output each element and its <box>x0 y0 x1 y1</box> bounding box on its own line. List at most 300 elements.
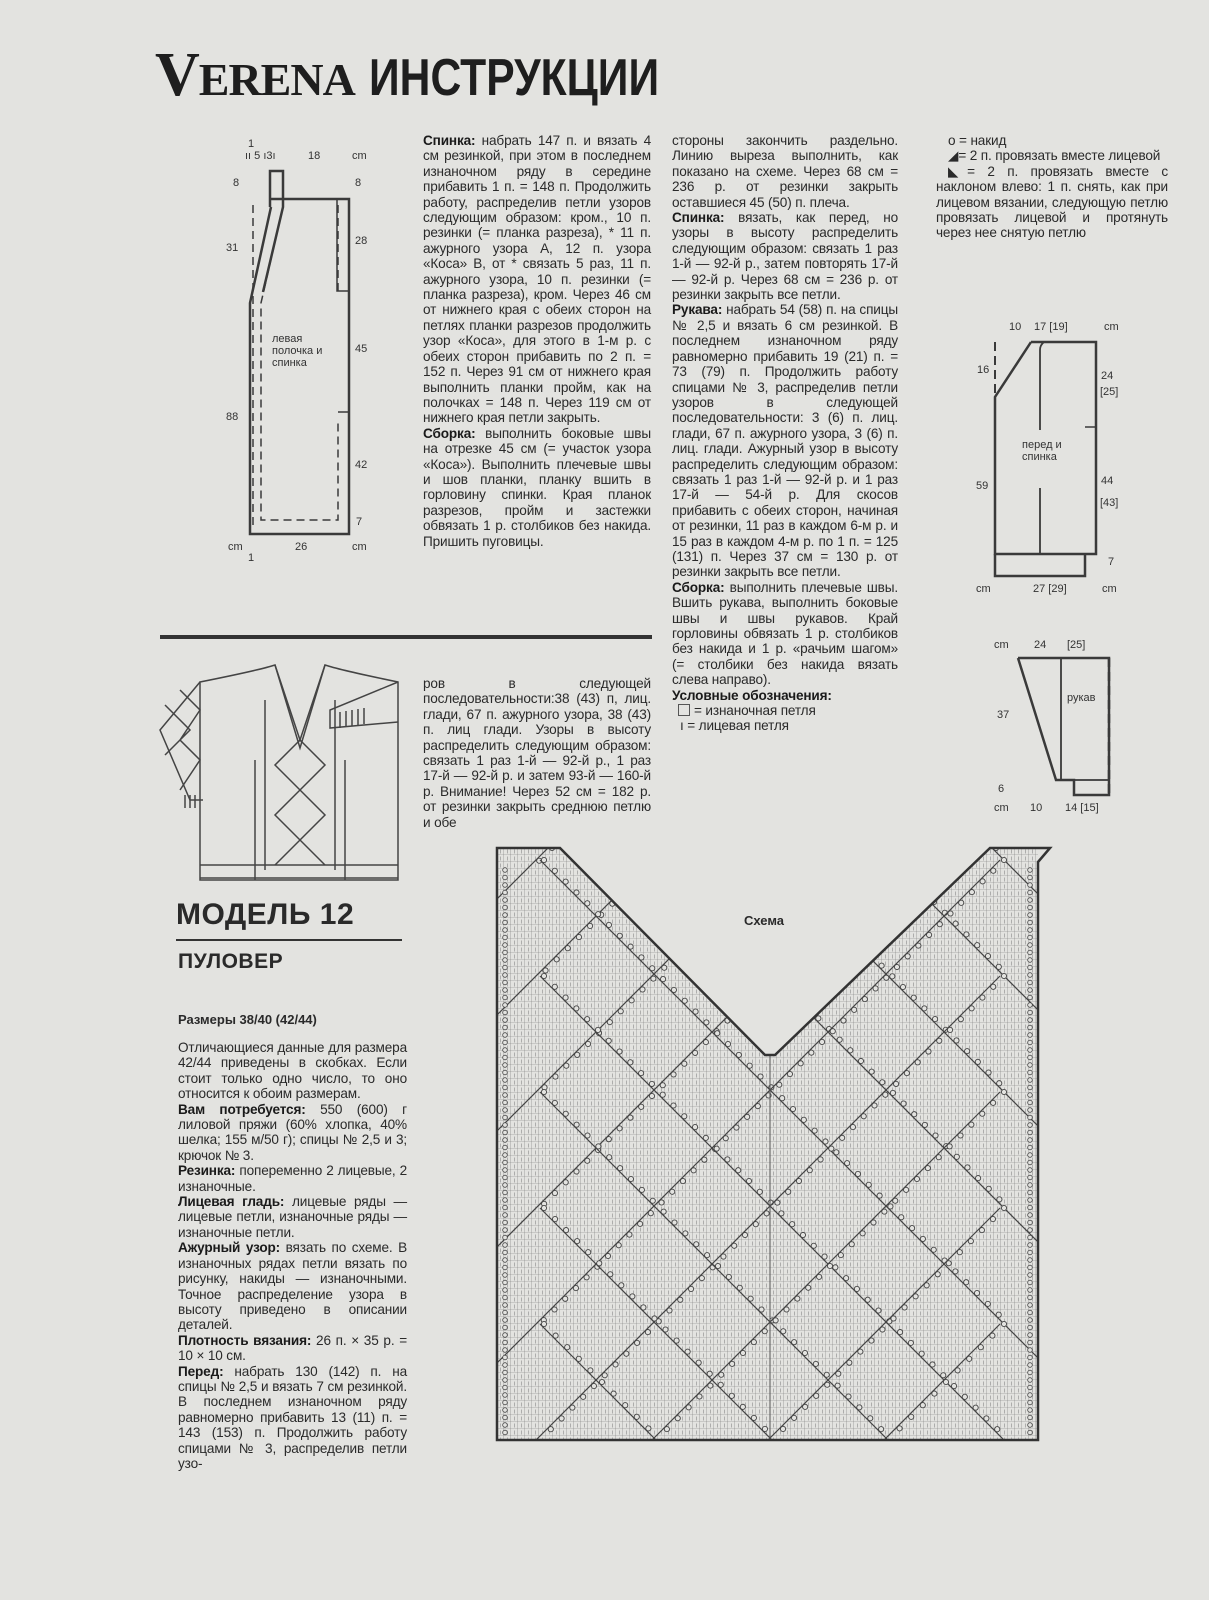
yarn-over-mark <box>991 1100 996 1105</box>
yarn-over-mark <box>553 1333 558 1338</box>
yarn-over-mark <box>651 976 656 981</box>
yarn-over-mark <box>565 946 570 951</box>
yarn-over-mark <box>649 1081 654 1086</box>
edge-yarn-over <box>503 1018 508 1023</box>
yarn-over-mark <box>985 953 990 958</box>
yarn-over-mark <box>894 964 899 969</box>
yarn-over-mark <box>910 878 915 883</box>
yarn-over-mark <box>979 1227 984 1232</box>
edge-yarn-over <box>503 1318 508 1323</box>
yarn-over-mark <box>849 1242 854 1247</box>
edge-yarn-over <box>1028 1213 1033 1218</box>
yarn-over-mark <box>707 1371 712 1376</box>
yarn-over-mark <box>585 1133 590 1138</box>
k2tog-icon: ◢ <box>948 148 959 164</box>
yarn-over-mark <box>552 1190 557 1195</box>
yarn-over-mark <box>682 1114 687 1119</box>
yarn-over-mark <box>909 1225 914 1230</box>
yarn-over-mark <box>559 1416 564 1421</box>
yarn-over-mark <box>893 1081 898 1086</box>
edge-yarn-over <box>1028 1003 1033 1008</box>
edge-yarn-over <box>1028 1175 1033 1180</box>
yarn-over-mark <box>800 942 805 947</box>
yarn-over-mark <box>617 1049 622 1054</box>
dim-label: 16 <box>977 364 990 376</box>
yarn-over-mark <box>975 1059 980 1064</box>
yarn-over-mark <box>725 1041 730 1046</box>
ssk-icon: ◣ <box>948 163 968 179</box>
yarn-over-mark <box>746 1178 751 1183</box>
yarn-over-mark <box>585 1158 590 1163</box>
edge-yarn-over <box>503 1123 508 1128</box>
edge-yarn-over <box>503 1055 508 1060</box>
dim-label: 44 <box>1101 475 1114 487</box>
dim-label: 37 <box>997 709 1010 721</box>
yarn-over-mark <box>607 1155 612 1160</box>
dim-label: 7 <box>356 516 363 528</box>
yarn-over-mark <box>752 952 757 957</box>
edge-yarn-over <box>1028 1153 1033 1158</box>
yarn-over-mark <box>955 1368 960 1373</box>
yarn-over-mark <box>840 1135 845 1140</box>
yarn-over-mark <box>844 1276 849 1281</box>
yarn-over-mark <box>812 1128 817 1133</box>
yarn-over-mark <box>879 963 884 968</box>
yarn-over-mark <box>740 1404 745 1409</box>
yarn-over-mark <box>660 1083 665 1088</box>
yarn-over-mark <box>731 931 736 936</box>
yarn-over-mark <box>787 1071 792 1076</box>
yarn-over-mark <box>877 845 882 850</box>
yarn-over-mark <box>758 1074 763 1079</box>
yarn-over-mark <box>965 1049 970 1054</box>
edge-yarn-over <box>1028 1363 1033 1368</box>
yarn-over-mark <box>969 1122 974 1127</box>
yarn-over-mark <box>606 922 611 927</box>
dim-label: ıı 5 ı3ı <box>245 150 276 162</box>
yarn-over-mark <box>624 1351 629 1356</box>
edge-yarn-over <box>1028 1333 1033 1338</box>
yarn-over-mark <box>563 1180 568 1185</box>
edge-yarn-over <box>503 1100 508 1105</box>
dim-label: 7 <box>1108 556 1115 568</box>
edge-yarn-over <box>503 1228 508 1233</box>
edge-yarn-over <box>503 1198 508 1203</box>
yarn-over-mark <box>841 1018 846 1023</box>
yarn-over-mark <box>947 1144 952 1149</box>
yarn-over-mark <box>922 1122 927 1127</box>
yarn-over-mark <box>959 900 964 905</box>
yarn-over-mark <box>798 1061 803 1066</box>
yarn-over-mark <box>893 1198 898 1203</box>
edge-yarn-over <box>503 1355 508 1360</box>
yarn-over-mark <box>809 1050 814 1055</box>
edge-yarn-over <box>1028 988 1033 993</box>
yarn-over-mark <box>564 1063 569 1068</box>
yarn-over-mark <box>815 899 820 904</box>
yarn-over-mark <box>764 1211 769 1216</box>
yarn-over-mark <box>807 1168 812 1173</box>
yarn-over-mark <box>954 1038 959 1043</box>
yarn-over-mark <box>643 868 648 873</box>
yarn-over-mark <box>980 1111 985 1116</box>
dim-label: 42 <box>355 459 368 471</box>
edge-yarn-over <box>1028 1168 1033 1173</box>
edge-yarn-over <box>503 928 508 933</box>
yarn-over-mark <box>790 953 795 958</box>
yarn-over-mark <box>1001 1321 1006 1326</box>
yarn-over-mark <box>565 1345 570 1350</box>
yarn-over-mark <box>704 1020 709 1025</box>
brand-logo: VERENA <box>155 41 355 109</box>
yarn-over-mark <box>671 1103 676 1108</box>
edge-yarn-over <box>1028 973 1033 978</box>
edge-yarn-over <box>1028 1430 1033 1435</box>
yarn-over-mark <box>964 1280 969 1285</box>
yarn-over-mark <box>616 1243 621 1248</box>
yarn-over-mark <box>574 1169 579 1174</box>
yarn-over-mark <box>871 1220 876 1225</box>
yarn-over-mark <box>611 1391 616 1396</box>
yarn-over-mark <box>570 1405 575 1410</box>
yarn-over-mark <box>635 1340 640 1345</box>
unit-label: cm <box>1102 583 1117 595</box>
yarn-over-mark <box>920 1403 925 1408</box>
yarn-over-mark <box>606 1038 611 1043</box>
yarn-over-mark <box>802 1350 807 1355</box>
yarn-over-mark <box>737 1285 742 1290</box>
yarn-over-mark <box>716 911 721 916</box>
yarn-over-mark <box>985 1301 990 1306</box>
yarn-over-mark <box>904 1071 909 1076</box>
yarn-over-mark <box>541 1321 546 1326</box>
edge-yarn-over <box>503 1003 508 1008</box>
yarn-over-mark <box>796 1178 801 1183</box>
yarn-over-mark <box>957 1250 962 1255</box>
yarn-over-mark <box>845 1161 850 1166</box>
yarn-over-mark <box>757 1189 762 1194</box>
yarn-over-mark <box>747 1063 752 1068</box>
yarn-over-mark <box>762 1329 767 1334</box>
yarn-over-mark <box>973 1405 978 1410</box>
yarn-over-mark <box>730 1361 735 1366</box>
yarn-over-mark <box>779 964 784 969</box>
edge-yarn-over <box>503 1430 508 1435</box>
edge-yarn-over <box>503 898 508 903</box>
edge-yarn-over <box>503 1295 508 1300</box>
edge-yarn-over <box>1028 958 1033 963</box>
yarn-over-mark <box>791 1415 796 1420</box>
yarn-over-mark <box>627 1232 632 1237</box>
yarn-over-mark <box>693 1050 698 1055</box>
yarn-over-mark <box>742 1232 747 1237</box>
yarn-over-mark <box>768 1200 773 1205</box>
yarn-over-mark <box>574 890 579 895</box>
edge-yarn-over <box>503 1243 508 1248</box>
edge-yarn-over <box>1028 1258 1033 1263</box>
yarn-over-mark <box>649 1093 654 1098</box>
yarn-over-mark <box>990 1333 995 1338</box>
edge-yarn-over <box>503 1078 508 1083</box>
yarn-over-mark <box>749 878 754 883</box>
yarn-over-mark <box>834 1150 839 1155</box>
yarn-over-mark <box>986 1186 991 1191</box>
edge-yarn-over <box>503 1258 508 1263</box>
edge-yarn-over <box>1028 1355 1033 1360</box>
yarn-over-mark <box>1001 1089 1006 1094</box>
dim-label: 6 <box>998 783 1005 795</box>
yarn-over-mark <box>719 1372 724 1377</box>
yarn-over-mark <box>682 998 687 1003</box>
yarn-over-mark <box>862 997 867 1002</box>
yarn-over-mark <box>608 1272 613 1277</box>
yarn-over-mark <box>876 1308 881 1313</box>
dim-label: 10 <box>1009 321 1022 333</box>
yarn-over-mark <box>824 1372 829 1377</box>
yarn-over-mark <box>623 1403 628 1408</box>
yarn-over-mark <box>872 1103 877 1108</box>
edge-yarn-over <box>1028 1400 1033 1405</box>
yarn-over-mark <box>947 1027 952 1032</box>
yarn-over-mark <box>683 943 688 948</box>
edge-yarn-over <box>503 868 508 873</box>
yarn-over-mark <box>976 1176 981 1181</box>
yarn-over-mark <box>665 845 670 850</box>
yarn-over-mark <box>890 974 895 979</box>
yarn-over-mark <box>639 955 644 960</box>
edge-yarn-over <box>503 973 508 978</box>
yarn-over-mark <box>830 1029 835 1034</box>
yarn-over-mark <box>581 1394 586 1399</box>
yarn-over-mark <box>904 1187 909 1192</box>
yarn-over-mark <box>710 1265 715 1270</box>
yarn-over-mark <box>552 1216 557 1221</box>
edge-yarn-over <box>1028 1250 1033 1255</box>
yarn-over-mark <box>683 1231 688 1236</box>
dim-label: 18 <box>308 150 321 162</box>
edge-yarn-over <box>1028 1318 1033 1323</box>
edge-yarn-over <box>503 1333 508 1338</box>
dim-label: 59 <box>976 480 989 492</box>
yarn-over-mark <box>552 984 557 989</box>
yarn-over-mark <box>984 1416 989 1421</box>
yarn-over-mark <box>975 943 980 948</box>
yarn-over-mark <box>674 1338 679 1343</box>
yarn-over-mark <box>678 1297 683 1302</box>
yarn-over-mark <box>926 932 931 937</box>
yarn-over-mark <box>795 1296 800 1301</box>
yarn-over-mark <box>574 1006 579 1011</box>
dim-label: [25] <box>1100 386 1119 398</box>
yarn-over-mark <box>884 975 889 980</box>
edge-yarn-over <box>503 1348 508 1353</box>
yarn-over-mark <box>645 845 650 850</box>
edge-yarn-over <box>1028 1025 1033 1030</box>
edge-yarn-over <box>503 1280 508 1285</box>
yarn-over-mark <box>833 1265 838 1270</box>
yarn-over-mark <box>869 1069 874 1074</box>
yarn-over-mark <box>922 1006 927 1011</box>
edge-yarn-over <box>1028 1288 1033 1293</box>
edge-yarn-over <box>503 943 508 948</box>
edge-yarn-over <box>503 995 508 1000</box>
yarn-over-mark <box>958 1133 963 1138</box>
yarn-over-mark <box>715 1031 720 1036</box>
edge-yarn-over <box>1028 1160 1033 1165</box>
yarn-over-mark <box>790 1222 795 1227</box>
edge-yarn-over <box>503 1145 508 1150</box>
edge-yarn-over <box>1028 1190 1033 1195</box>
edge-yarn-over <box>503 1370 508 1375</box>
yarn-over-mark <box>860 1231 865 1236</box>
yarn-over-mark <box>591 1383 596 1388</box>
edge-yarn-over <box>503 1213 508 1218</box>
yarn-over-mark <box>686 1405 691 1410</box>
yarn-over-mark <box>753 1222 758 1227</box>
yarn-over-mark <box>702 1157 707 1162</box>
yarn-over-mark <box>865 1297 870 1302</box>
yarn-over-mark <box>920 1236 925 1241</box>
yarn-over-mark <box>552 1307 557 1312</box>
edge-yarn-over <box>1028 1378 1033 1383</box>
yarn-over-mark <box>846 1394 851 1399</box>
edge-yarn-over <box>503 1108 508 1113</box>
yarn-over-mark <box>736 1007 741 1012</box>
yarn-over-mark <box>946 1261 951 1266</box>
yarn-over-mark <box>967 1356 972 1361</box>
edge-yarn-over <box>503 1325 508 1330</box>
yarn-over-mark <box>850 1124 855 1129</box>
yarn-over-mark <box>675 1416 680 1421</box>
edge-yarn-over <box>503 1085 508 1090</box>
yarn-over-mark <box>638 1221 643 1226</box>
yarn-over-mark <box>936 1155 941 1160</box>
unit-label: cm <box>228 541 243 553</box>
yarn-over-mark <box>852 1007 857 1012</box>
yarn-over-mark <box>563 1296 568 1301</box>
yarn-over-mark <box>628 944 633 949</box>
edge-yarn-over <box>503 1235 508 1240</box>
yarn-over-mark <box>771 856 776 861</box>
yarn-over-mark <box>597 1261 602 1266</box>
yarn-over-mark <box>805 1005 810 1010</box>
yarn-over-mark <box>964 932 969 937</box>
yarn-over-mark <box>996 1312 1001 1317</box>
yarn-over-mark <box>935 1272 940 1277</box>
dim-label: 14 [15] <box>1065 802 1099 814</box>
yarn-over-mark <box>606 1137 611 1142</box>
yarn-over-mark <box>662 965 667 970</box>
yarn-over-mark <box>595 1027 600 1032</box>
edge-yarn-over <box>1028 1235 1033 1240</box>
edge-yarn-over <box>503 1160 508 1165</box>
yarn-over-mark <box>817 1274 822 1279</box>
edge-yarn-over <box>1028 1018 1033 1023</box>
yarn-over-mark <box>813 1361 818 1366</box>
yarn-over-mark <box>953 1269 958 1274</box>
yarn-over-mark <box>639 1187 644 1192</box>
edge-yarn-over <box>1028 1063 1033 1068</box>
legend-symbols: o = накид ◢= 2 п. провязать вместе лицевой ◣= 2 п. провязать вместе с наклоном влево: 1 п. снять, как при лицевом вязании, следующую петлю провязать лицевой и протянуть через нее снятую петлю <box>936 133 1168 241</box>
edge-yarn-over <box>1028 1370 1033 1375</box>
yarn-over-mark <box>563 1227 568 1232</box>
yarn-over-mark <box>836 920 841 925</box>
model-title: МОДЕЛЬ 12 <box>176 898 355 931</box>
yarn-over-mark <box>575 1239 580 1244</box>
yarn-over-mark <box>843 899 848 904</box>
unit-label: cm <box>352 150 367 162</box>
yarn-over-mark <box>777 1082 782 1087</box>
yarn-over-mark <box>605 1253 610 1258</box>
yarn-over-mark <box>919 1351 924 1356</box>
edge-yarn-over <box>1028 1055 1033 1060</box>
edge-yarn-over <box>503 1025 508 1030</box>
yarn-over-mark <box>650 1198 655 1203</box>
yarn-over-mark <box>848 1048 853 1053</box>
yarn-over-mark <box>899 867 904 872</box>
edge-yarn-over <box>1028 1280 1033 1285</box>
yarn-over-mark <box>1001 973 1006 978</box>
edge-yarn-over <box>1028 1393 1033 1398</box>
yarn-over-mark <box>913 1294 918 1299</box>
yarn-over-mark <box>586 1250 591 1255</box>
yarn-over-mark <box>823 1139 828 1144</box>
yarn-over-mark <box>563 995 568 1000</box>
edge-yarn-over <box>1028 883 1033 888</box>
edge-yarn-over <box>503 1303 508 1308</box>
edge-yarn-over <box>1028 1303 1033 1308</box>
edge-yarn-over <box>1028 875 1033 880</box>
piece-label: левая полочка и спинка <box>272 333 323 369</box>
yarn-over-mark <box>715 1263 720 1268</box>
edge-yarn-over <box>1028 1070 1033 1075</box>
yarn-over-mark <box>574 1122 579 1127</box>
yarn-over-mark <box>602 1373 607 1378</box>
yarn-over-mark <box>694 1242 699 1247</box>
dim-label: [43] <box>1100 497 1119 509</box>
edge-yarn-over <box>1028 950 1033 955</box>
edge-yarn-over <box>1028 1325 1033 1330</box>
yarn-over-mark <box>667 867 672 872</box>
yarn-over-mark <box>670 1189 675 1194</box>
yarn-over-mark <box>585 1041 590 1046</box>
edge-yarn-over <box>1028 1310 1033 1315</box>
yarn-over-mark <box>858 1349 863 1354</box>
edge-yarn-over <box>1028 1145 1033 1150</box>
yarn-over-mark <box>773 973 778 978</box>
yarn-over-mark <box>794 994 799 999</box>
yarn-over-mark <box>634 1414 639 1419</box>
edge-yarn-over <box>1028 943 1033 948</box>
edge-yarn-over <box>503 1385 508 1390</box>
dim-label: 45 <box>355 343 368 355</box>
yarn-over-mark <box>888 1204 893 1209</box>
yarn-over-mark <box>924 1283 929 1288</box>
edge-yarn-over <box>503 950 508 955</box>
unit-label: cm <box>976 583 991 595</box>
yarn-over-mark <box>847 931 852 936</box>
yarn-over-mark <box>641 1305 646 1310</box>
yarn-over-mark <box>804 888 809 893</box>
yarn-over-mark <box>806 1285 811 1290</box>
yarn-over-mark <box>663 1327 668 1332</box>
dim-label: 17 [19] <box>1034 321 1068 333</box>
yarn-over-mark <box>780 1096 785 1101</box>
yarn-over-mark <box>548 1427 553 1432</box>
yarn-over-mark <box>781 1329 786 1334</box>
yarn-over-mark <box>888 856 893 861</box>
yarn-over-mark <box>818 1157 823 1162</box>
